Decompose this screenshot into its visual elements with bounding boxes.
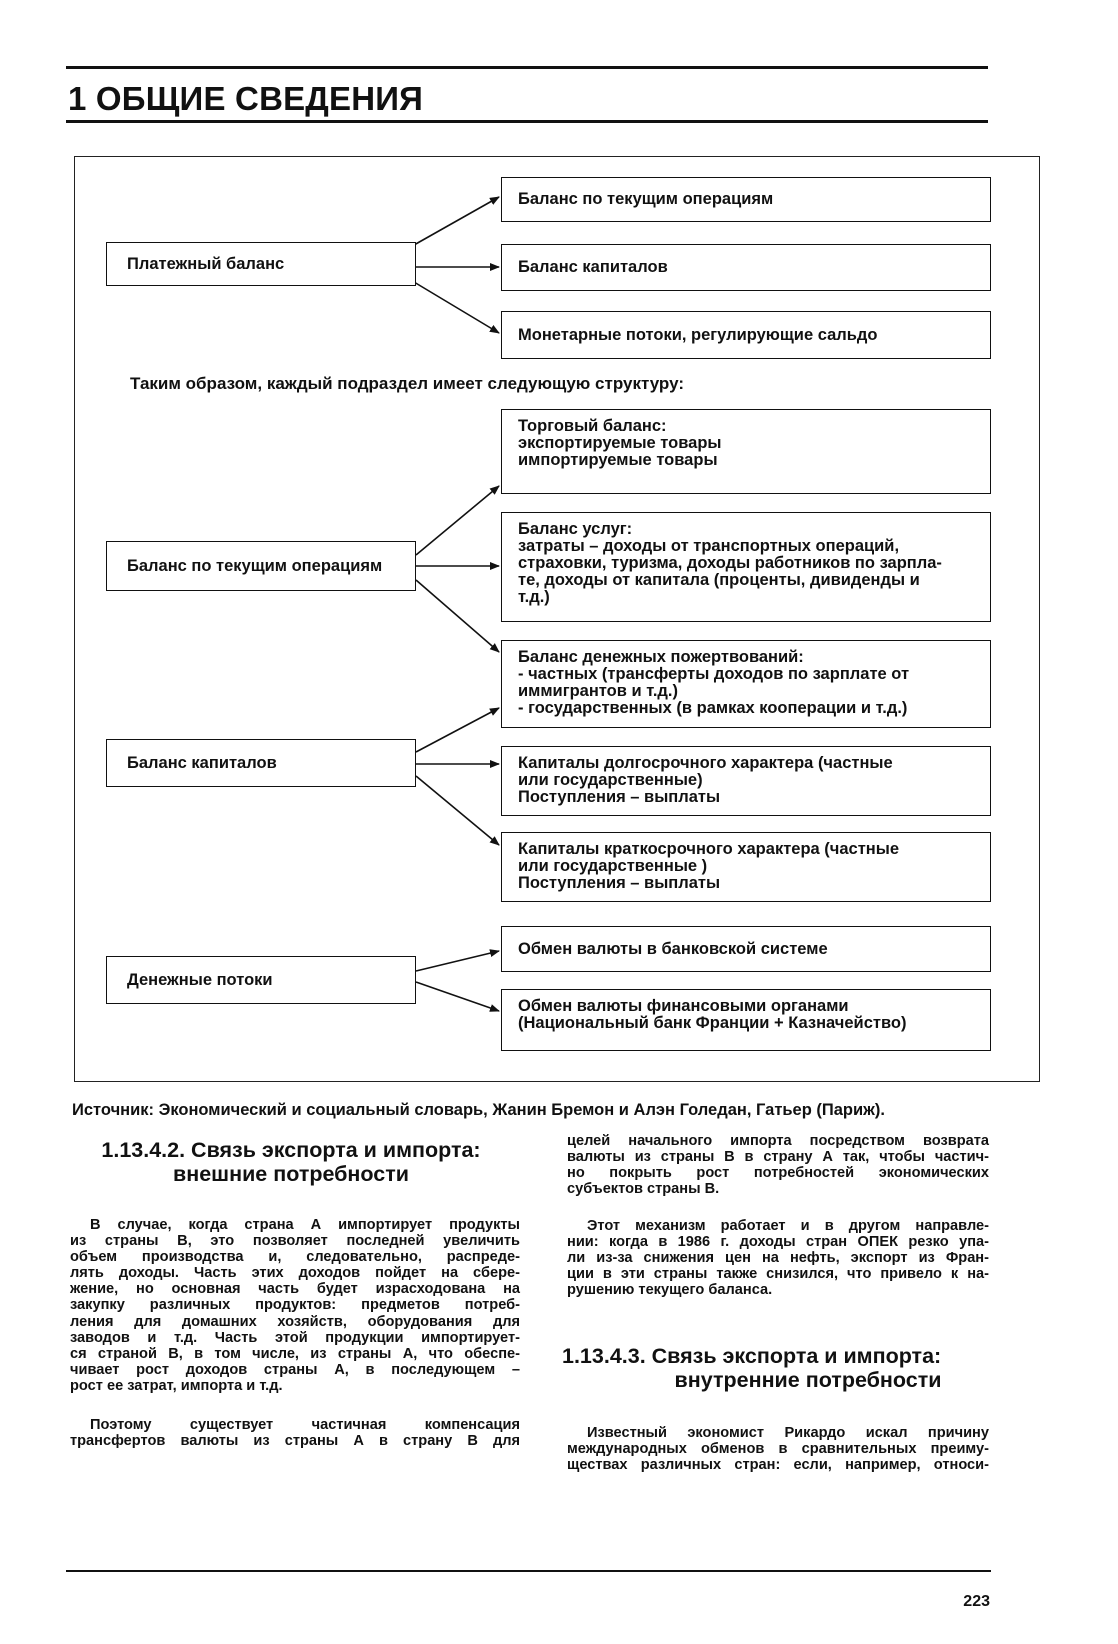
section-heading-line: внутренние потребности xyxy=(674,1368,942,1392)
capital-balance-label: Баланс капиталов xyxy=(518,258,668,276)
trade-balance-box xyxy=(501,409,991,494)
long-term-capital-line: или государственные) xyxy=(518,771,703,789)
paragraph-1-13-4-2-c xyxy=(567,1133,989,1197)
services-balance-line: затраты – доходы от транспортных операций, xyxy=(518,537,900,555)
text-line: нии: когда в 1986 г. доходы стран ОПЕК резко упа- xyxy=(567,1234,989,1251)
text-line: субъектов страны В. xyxy=(567,1181,720,1198)
chapter-title: 1 ОБЩИЕ СВЕДЕНИЯ xyxy=(68,80,424,117)
paragraph-1-13-4-2-b xyxy=(70,1417,520,1449)
text-line: международных обменов в сравнительных преиму- xyxy=(567,1441,989,1458)
donations-balance-title: Баланс денежных пожертвований: xyxy=(518,648,804,666)
monetary-flows-box xyxy=(501,311,991,359)
left-box-current-account-label: Баланс по текущим операциям xyxy=(127,556,383,575)
text-line: заводов и т.д. Часть этой продукции импортирует- xyxy=(70,1329,520,1346)
services-balance-line: те, доходы от капитала (проценты, дивиденды и xyxy=(518,571,920,589)
short-term-capital-line: Капиталы краткосрочного характера (частные xyxy=(518,840,900,858)
text-line: ли из-за снижения цен на нефть, экспорт из Фран- xyxy=(567,1250,989,1267)
bank-exchange-box xyxy=(501,926,991,972)
paragraph-1-13-4-2-a xyxy=(70,1217,520,1394)
structure-intro: Таким образом, каждый подраздел имеет следующую структуру: xyxy=(130,374,684,393)
text-line: целей начального импорта посредством возврата xyxy=(567,1133,989,1149)
paragraph-1-13-4-2-d xyxy=(567,1218,989,1298)
text-line: ления для домашних хозяйств, оборудования для xyxy=(70,1313,520,1330)
text-line: рушению текущего баланса. xyxy=(567,1282,773,1299)
short-term-capital-line: Поступления – выплаты xyxy=(518,874,721,892)
text-line: но покрыть рост потребностей экономических xyxy=(567,1165,989,1182)
text-line: В случае, когда страна А импортирует продукты xyxy=(90,1217,520,1233)
current-account-box xyxy=(501,177,991,222)
long-term-capital-line: Поступления – выплаты xyxy=(518,788,721,806)
short-term-capital-box xyxy=(501,832,991,902)
text-line: трансфертов валюты из страны А в страну В для xyxy=(70,1433,520,1450)
text-line: ции в эти страны также снизился, что привело к на- xyxy=(567,1266,989,1283)
text-line: объем производства и, следовательно, распреде- xyxy=(70,1249,520,1266)
donations-balance-box xyxy=(501,640,991,728)
section-heading-1-13-4-3 xyxy=(562,1344,994,1392)
left-box-money-flows-label: Денежные потоки xyxy=(127,970,273,989)
long-term-capital-line: Капиталы долгосрочного характера (частные xyxy=(518,754,893,772)
title-underline xyxy=(66,120,988,123)
monetary-flows-label: Монетарные потоки, регулирующие сальдо xyxy=(518,325,878,344)
left-box-capital-label: Баланс капиталов xyxy=(127,753,277,772)
text-line: Этот механизм работает и в другом направле- xyxy=(587,1218,989,1234)
section-heading-line: 1.13.4.3. Связь экспорта и импорта: xyxy=(562,1344,942,1368)
trade-balance-title: Торговый баланс: xyxy=(518,417,667,435)
text-line: ся страной В, в том числе, из страны А, что обеспе- xyxy=(70,1345,520,1362)
trade-balance-line: экспортируемые товары xyxy=(518,434,722,452)
trade-balance-line: импортируемые товары xyxy=(518,451,718,469)
donations-balance-line: - государственных (в рамках кооперации и т.д.) xyxy=(518,699,908,717)
authority-exchange-line: Обмен валюты финансовыми органами xyxy=(518,997,849,1015)
text-line: рост ее затрат, импорта и т.д. xyxy=(70,1377,283,1394)
services-balance-line: страховки, туризма, доходы работников по зарпла- xyxy=(518,554,942,572)
short-term-capital-line: или государственные ) xyxy=(518,857,708,875)
payment-balance-box xyxy=(106,242,416,286)
text-line: жение, но основная часть будет израсходована на xyxy=(70,1281,520,1298)
text-line: валюты из страны В в страну А так, чтобы частич- xyxy=(567,1149,989,1166)
top-rule xyxy=(66,66,988,69)
capital-balance-box xyxy=(501,244,991,291)
payment-balance-label: Платежный баланс xyxy=(127,254,285,273)
source-note: Источник: Экономический и социальный словарь, Жанин Бремон и Алэн Голедан, Гатьер (Париж). xyxy=(72,1101,885,1119)
page-number: 223 xyxy=(963,1593,990,1610)
text-line: Поэтому существует частичная компенсация xyxy=(90,1417,520,1433)
text-line: чивает рост доходов страны А, в последующем – xyxy=(70,1361,520,1378)
authority-exchange-line: (Национальный банк Франции + Казначейство) xyxy=(518,1014,907,1032)
donations-balance-line: иммигрантов и т.д.) xyxy=(518,682,678,700)
text-line: Известный экономист Рикардо искал причину xyxy=(587,1425,989,1441)
bank-exchange-label: Обмен валюты в банковской системе xyxy=(518,939,828,958)
left-box-money-flows xyxy=(106,956,416,1004)
section-heading-line: 1.13.4.2. Связь экспорта и импорта: xyxy=(101,1138,481,1162)
authority-exchange-box xyxy=(501,989,991,1051)
paragraph-1-13-4-3-a xyxy=(567,1425,989,1473)
long-term-capital-box xyxy=(501,746,991,816)
text-line: из страны В, это позволяет последней увеличить xyxy=(70,1233,520,1250)
section-heading-line: внешние потребности xyxy=(173,1162,409,1186)
current-account-label: Баланс по текущим операциям xyxy=(518,190,774,208)
services-balance-title: Баланс услуг: xyxy=(518,520,633,538)
footer-rule xyxy=(66,1570,991,1572)
services-balance-line: т.д.) xyxy=(518,588,550,606)
section-heading-1-13-4-2 xyxy=(66,1138,516,1186)
donations-balance-line: - частных (трансферты доходов по зарплате от xyxy=(518,665,910,683)
left-box-current-account xyxy=(106,541,416,591)
text-line: лять доходы. Часть этих доходов пойдет на сбере- xyxy=(70,1265,520,1282)
services-balance-box xyxy=(501,512,991,622)
text-line: ществах различных стран: если, например, относи- xyxy=(567,1457,989,1474)
left-box-capital xyxy=(106,739,416,787)
text-line: закупку различных продуктов: предметов потреб- xyxy=(70,1297,520,1314)
